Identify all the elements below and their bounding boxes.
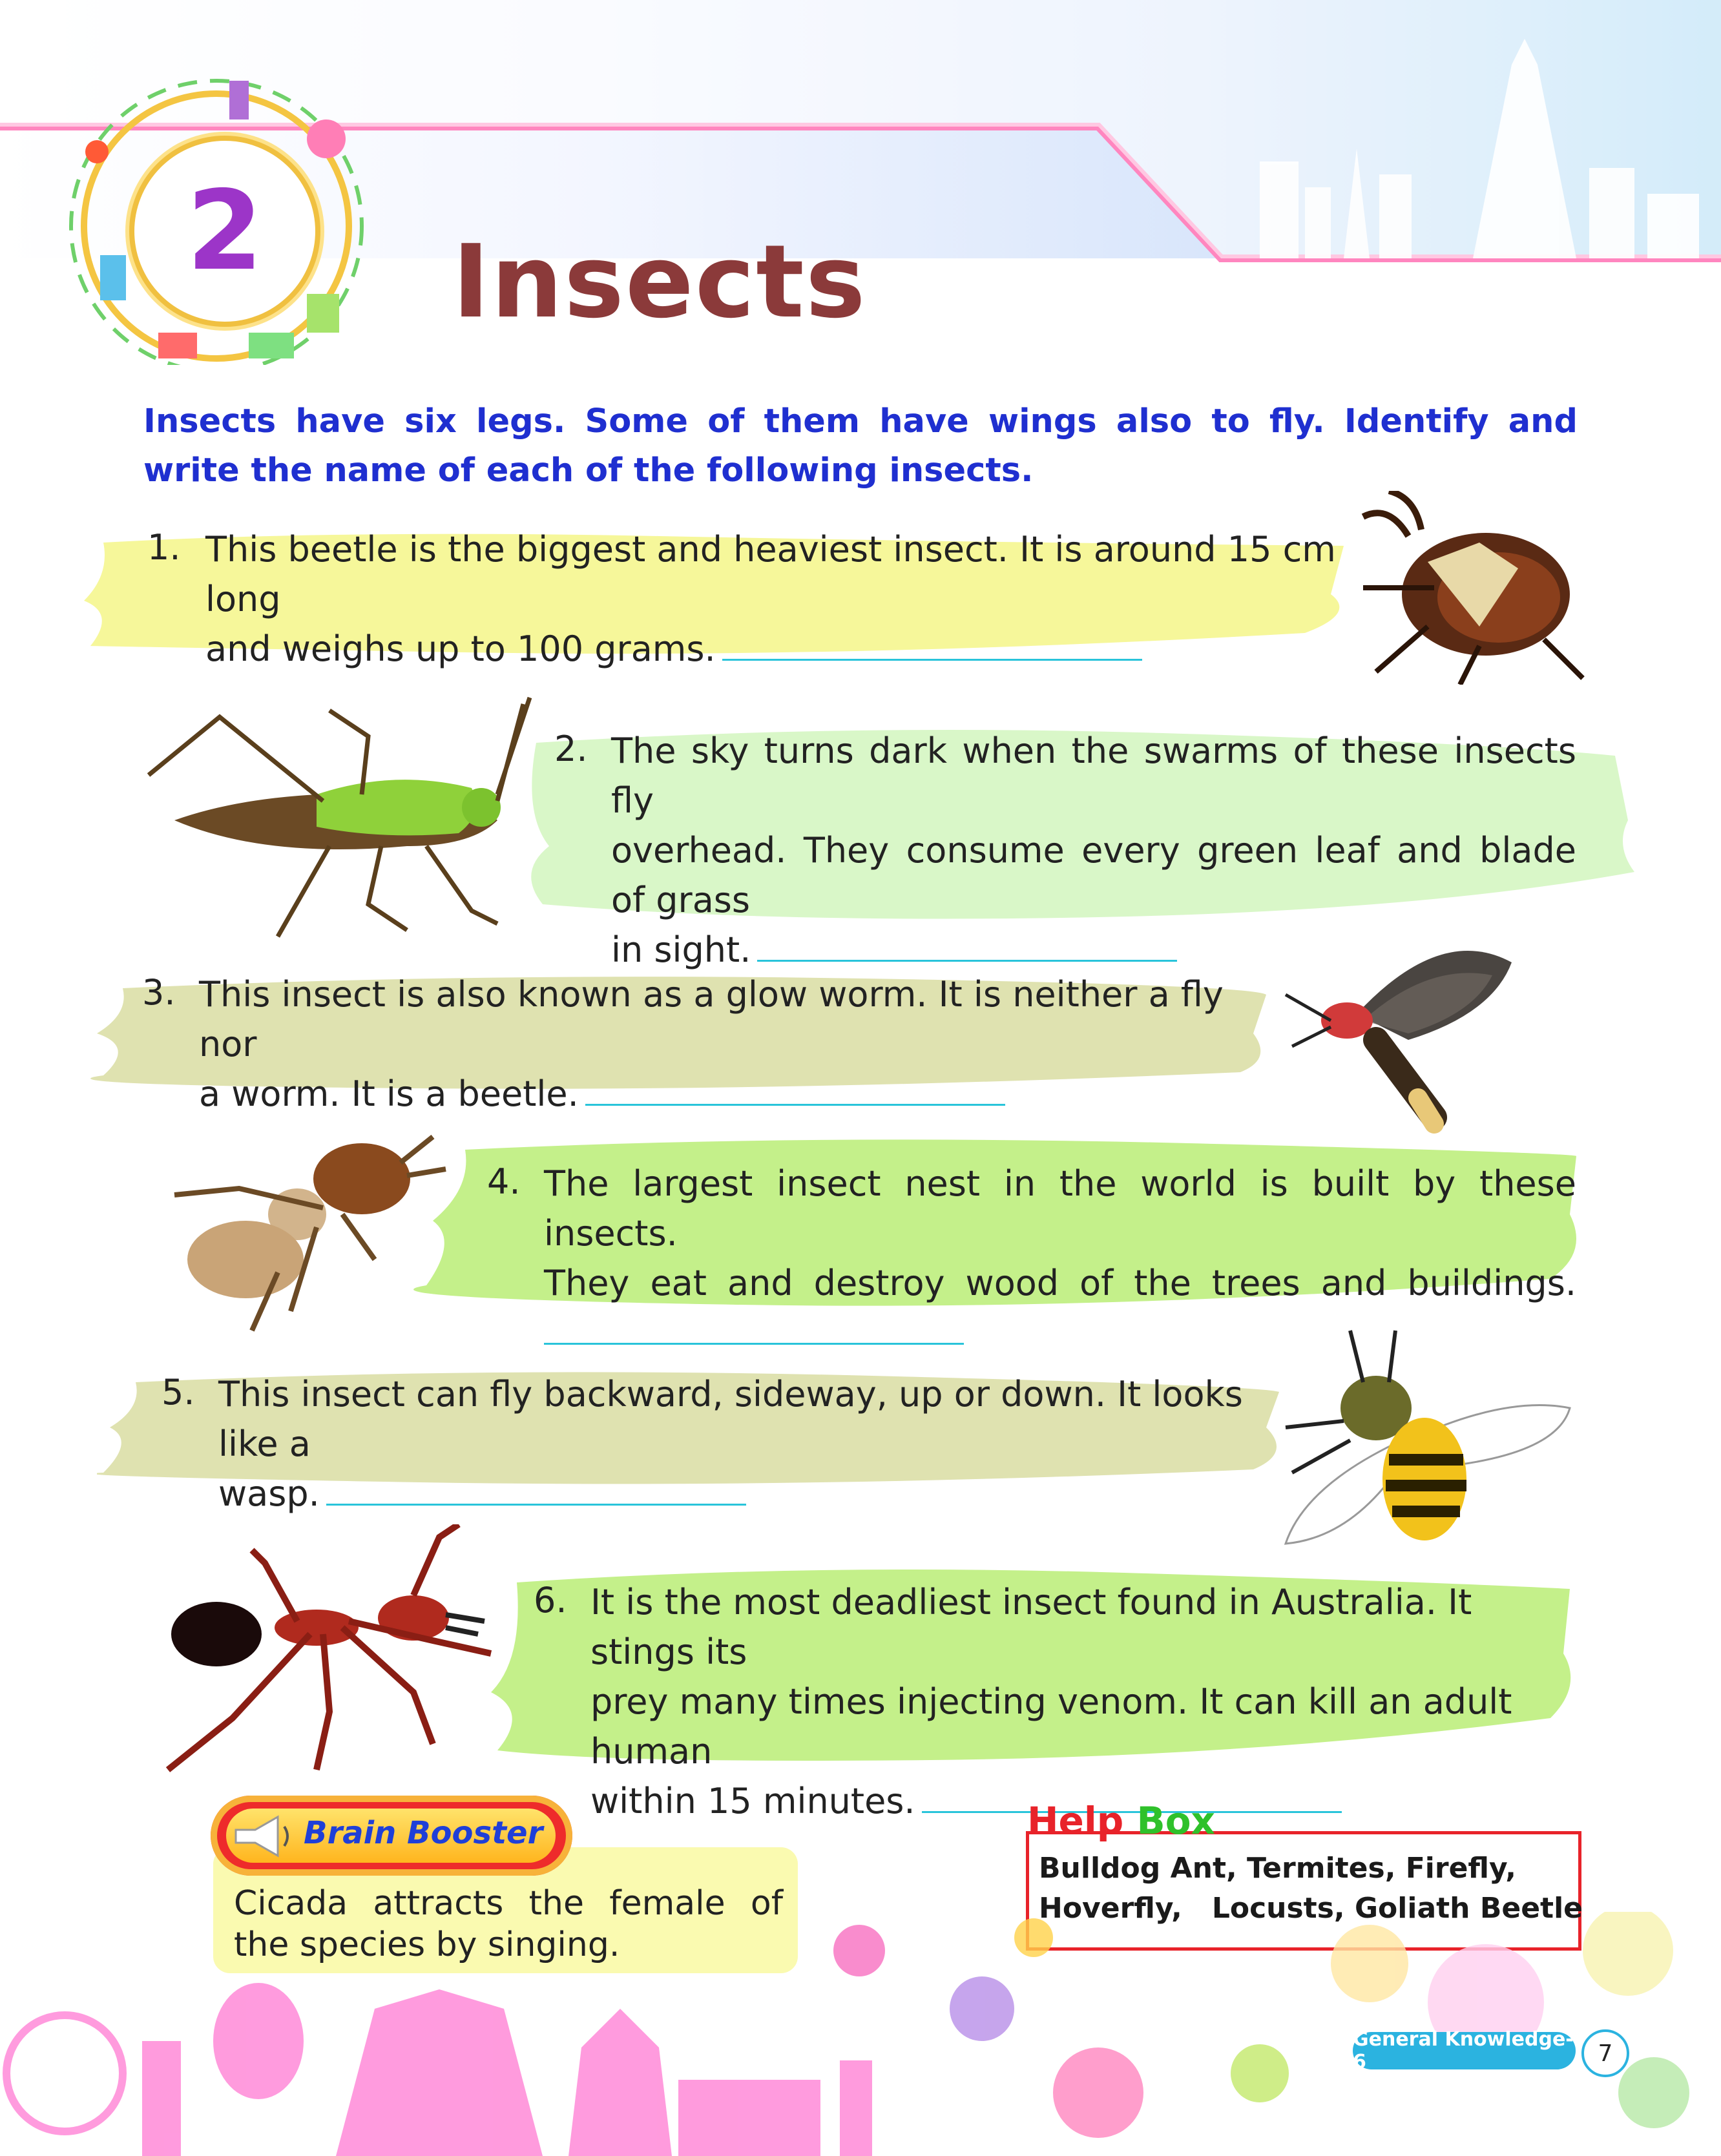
help-word: Help bbox=[1027, 1799, 1124, 1843]
question-line: overhead. They consume every green leaf and blade of grass bbox=[611, 830, 1576, 920]
megaphone-icon bbox=[229, 1814, 294, 1859]
question-line: The sky turns dark when the swarms of these insects fly bbox=[611, 731, 1576, 821]
help-box-line: Hoverfly, Locusts, Goliath Beetle bbox=[1039, 1892, 1583, 1925]
question-line: prey many times injecting venom. It can kill an adult human bbox=[590, 1681, 1512, 1772]
brain-booster-text: Cicada attracts the female of the species by singing. bbox=[234, 1884, 783, 1964]
question-number: 1. bbox=[147, 527, 181, 568]
question-line: and weighs up to 100 grams. bbox=[205, 628, 716, 669]
question-number: 4. bbox=[487, 1161, 521, 1202]
question-line: in sight. bbox=[611, 929, 751, 970]
question-5-text bbox=[218, 1369, 1291, 1519]
answer-line-5[interactable] bbox=[326, 1504, 746, 1506]
help-box-line: Bulldog Ant, Termites, Firefly, bbox=[1039, 1852, 1517, 1885]
question-line: This beetle is the biggest and heaviest insect. It is around 15 cm long bbox=[205, 529, 1336, 619]
page-title: Insects bbox=[452, 223, 867, 340]
question-line: They eat and destroy wood of the trees and buildings. bbox=[544, 1263, 1576, 1303]
question-number: 2. bbox=[554, 729, 588, 769]
hoverfly-image bbox=[1279, 1324, 1576, 1557]
question-line: This insect is also known as a glow worm. It is neither a fly nor bbox=[199, 974, 1224, 1064]
box-word: Box bbox=[1136, 1799, 1215, 1843]
page-number: 7 bbox=[1581, 2029, 1629, 2077]
intro-instruction: Insects have six legs. Some of them have wings also to fly. Identify and write the name of each of the following insects. bbox=[143, 402, 1578, 490]
question-1-text bbox=[205, 524, 1342, 674]
question-line: a worm. It is a beetle. bbox=[199, 1073, 579, 1114]
question-line: wasp. bbox=[218, 1473, 320, 1514]
locust-image bbox=[136, 691, 536, 943]
answer-line-4[interactable] bbox=[544, 1343, 964, 1345]
question-number: 6. bbox=[534, 1580, 567, 1621]
bulldog-ant-image bbox=[155, 1524, 504, 1783]
question-6-text bbox=[590, 1577, 1585, 1826]
question-number: 3. bbox=[142, 972, 176, 1013]
answer-line-2[interactable] bbox=[757, 960, 1177, 962]
question-3-text bbox=[199, 969, 1258, 1119]
answer-line-3[interactable] bbox=[585, 1104, 1005, 1106]
book-name: General Knowledge-6 bbox=[1353, 2032, 1576, 2069]
goliath-beetle-image bbox=[1350, 491, 1596, 685]
question-line: The largest insect nest in the world is built by these insects. bbox=[544, 1163, 1576, 1254]
chapter-number: 2 bbox=[129, 136, 320, 327]
question-line: within 15 minutes. bbox=[590, 1781, 915, 1821]
help-box-title bbox=[1027, 1799, 1215, 1843]
question-line: This insect can fly backward, sideway, up or down. It looks like a bbox=[218, 1374, 1243, 1464]
answer-line-1[interactable] bbox=[722, 659, 1142, 661]
termite-image bbox=[162, 1098, 452, 1337]
brain-booster-title: Brain Booster bbox=[304, 1815, 543, 1851]
question-line: It is the most deadliest insect found in Australia. It stings its bbox=[590, 1582, 1472, 1672]
firefly-image bbox=[1279, 924, 1538, 1137]
question-number: 5. bbox=[162, 1372, 195, 1413]
